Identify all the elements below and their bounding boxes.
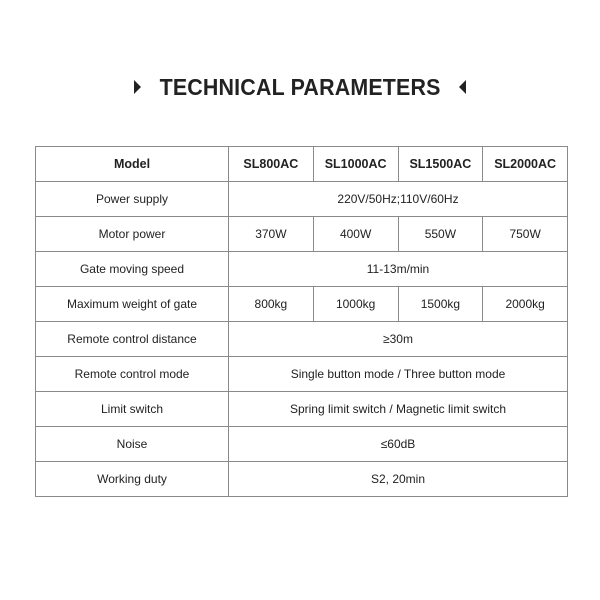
row-value: S2, 20min — [229, 462, 568, 497]
row-label: Working duty — [36, 462, 229, 497]
table-row — [36, 427, 568, 462]
header-model-sl2000ac: SL2000AC — [483, 147, 568, 182]
row-label: Remote control distance — [36, 322, 229, 357]
row-value: ≤60dB — [229, 427, 568, 462]
header-model-label: Model — [36, 147, 229, 182]
header-model-sl800ac: SL800AC — [229, 147, 314, 182]
page-title: TECHNICAL PARAMETERS — [159, 73, 441, 100]
row-value: 11-13m/min — [229, 252, 568, 287]
row-label: Maximum weight of gate — [36, 287, 229, 322]
table-row — [36, 357, 568, 392]
row-value: 370W — [229, 217, 314, 252]
right-triangle-icon — [134, 80, 141, 94]
table-header-row — [36, 147, 568, 182]
table-row — [36, 217, 568, 252]
table-row — [36, 252, 568, 287]
row-value: 1000kg — [313, 287, 398, 322]
table-row — [36, 182, 568, 217]
header-model-sl1500ac: SL1500AC — [398, 147, 483, 182]
row-value: 400W — [313, 217, 398, 252]
page-title-bar — [0, 70, 600, 104]
row-value: Single button mode / Three button mode — [229, 357, 568, 392]
row-value: 2000kg — [483, 287, 568, 322]
row-label: Noise — [36, 427, 229, 462]
row-label: Remote control mode — [36, 357, 229, 392]
table-row — [36, 287, 568, 322]
row-label: Power supply — [36, 182, 229, 217]
row-label: Limit switch — [36, 392, 229, 427]
table-row — [36, 392, 568, 427]
technical-parameters-table — [35, 146, 568, 497]
row-value: 1500kg — [398, 287, 483, 322]
table-row — [36, 322, 568, 357]
row-value: 220V/50Hz;110V/60Hz — [229, 182, 568, 217]
left-triangle-icon — [459, 80, 466, 94]
row-value: 750W — [483, 217, 568, 252]
row-value: 800kg — [229, 287, 314, 322]
table-row — [36, 462, 568, 497]
row-value: ≥30m — [229, 322, 568, 357]
row-value: Spring limit switch / Magnetic limit switch — [229, 392, 568, 427]
header-model-sl1000ac: SL1000AC — [313, 147, 398, 182]
row-label: Gate moving speed — [36, 252, 229, 287]
row-label: Motor power — [36, 217, 229, 252]
row-value: 550W — [398, 217, 483, 252]
